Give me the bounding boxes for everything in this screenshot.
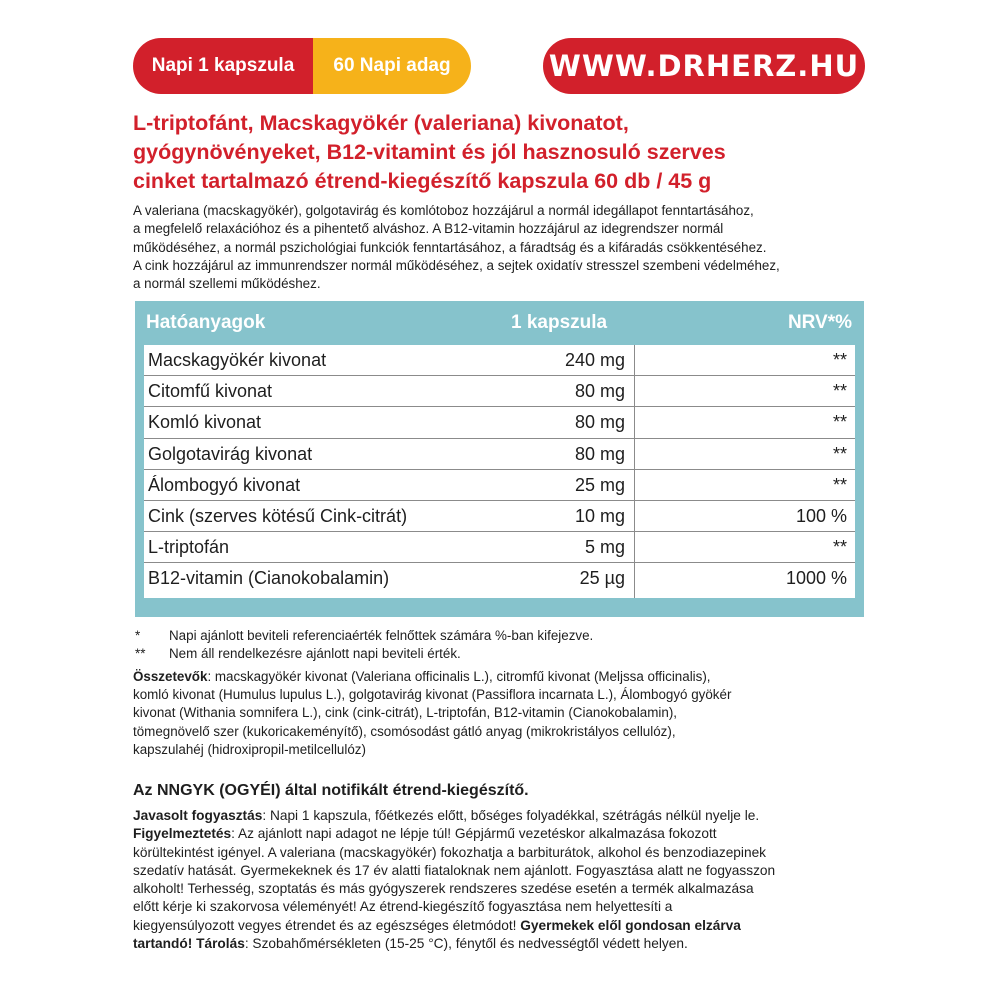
suggested-use-label: Javasolt fogyasztás [133, 808, 263, 823]
ingredient-amount: 80 mg [574, 381, 625, 402]
usage-section [133, 807, 868, 953]
ingredients-line: kivonat (Withania somnifera L.), cink (cink-citrát), L-triptofán, B12-vitamin (Cianokobalamin), [133, 705, 678, 721]
title-line: gyógynövényeket, B12-vitamint és jól hasznosuló szerves [133, 140, 726, 164]
ingredient-name: Álombogyó kivonat [148, 474, 301, 495]
website-badge[interactable]: WWW.DRHERZ.HU [543, 38, 865, 94]
footnote-mark: ** [135, 646, 146, 661]
table-row [144, 501, 855, 532]
storage-label: Tárolás [196, 936, 245, 952]
ingredient-nrv: ** [832, 443, 847, 464]
ingredient-name: Citomfű kivonat [148, 381, 273, 402]
ingredient-nrv: 100 % [795, 505, 847, 526]
ingredient-nrv: ** [832, 381, 847, 402]
ingredient-nrv: 1000 % [785, 568, 847, 589]
ingredient-amount: 240 mg [564, 350, 625, 370]
ingredients-line: tömegnövelő szer (kukoricakeményítő), csomósodást gátló anyag (mikrokristályos cellulóz), [133, 723, 676, 739]
ingredient-amount: 25 µg [579, 568, 625, 589]
warning-line: előtt kérje ki szakorvosa véleményét! Az étrend-kiegészítő fogyasztása nem helyettesíti a [133, 899, 673, 915]
ingredient-amount: 5 mg [584, 537, 625, 558]
ingredient-nrv: ** [832, 412, 847, 433]
children-warning: Gyermekek elől gondosan elzárva [520, 917, 741, 933]
storage-text: : Szobahőmérsékleten (15-25 °C), fénytől és nedvességtől védett helyen. [244, 936, 688, 952]
ingredient-name: L-triptofán [148, 537, 230, 558]
suggested-use-text: : Napi 1 kapszula, főétkezés előtt, bőséges folyadékkal, szétrágás nélkül nyelje le. [262, 808, 760, 823]
footnotes [135, 627, 855, 663]
header-per-capsule: 1 kapszula [511, 312, 608, 333]
ingredient-amount: 80 mg [574, 412, 625, 433]
product-title [133, 109, 873, 196]
warning-label: Figyelmeztetés [133, 826, 232, 842]
ingredients-label: Összetevők [133, 669, 208, 684]
table-row [144, 439, 855, 470]
footnote-text: Nem áll rendelkezésre ajánlott napi beviteli érték. [169, 646, 461, 661]
description-line: a megfelelő relaxációhoz és a pihentető alváshoz. A B12-vitamin hozzájárul az idegrendszer normál [133, 221, 724, 237]
daily-dose-badge: Napi 1 kapszula [133, 38, 313, 94]
warning-line: kiegyensúlyozott vegyes étrendet és az egészséges életmódot! [133, 917, 521, 933]
table-row [144, 532, 855, 563]
ingredient-name: Golgotavirág kivonat [148, 443, 313, 464]
table-row [144, 407, 855, 438]
warning-line: alkoholt! Terhesség, szoptatás és más gyógyszerek rendszeres szedése esetén a termék alkalmazása [133, 881, 754, 897]
notification-statement: Az NNGYK (OGYÉI) által notifikált étrend-kiegészítő. [133, 782, 529, 799]
description-line: a normál szellemi működéshez. [133, 276, 321, 292]
warning-line: körültekintést igényel. A valeriana (macskagyökér) fokozhatja a barbiturátok, alkohol és benzodiazepinek [133, 844, 767, 860]
ingredients-line: komló kivonat (Humulus lupulus L.), golgotavirág kivonat (Passiflora incarnata L.), Álombogyó gyökér [133, 687, 732, 703]
title-line: cinket tartalmazó étrend-kiegészítő kapszula 60 db / 45 g [133, 169, 712, 193]
description-line: A cink hozzájárul az immunrendszer normál működéséhez, a sejtek oxidatív stresszel szembeni védelméhez, [133, 257, 780, 273]
ingredient-amount: 80 mg [574, 443, 625, 464]
footnote-text: Napi ajánlott beviteli referenciaérték felnőttek számára %-ban kifejezve. [169, 628, 594, 643]
table-row [144, 345, 855, 376]
ingredients-line: : macskagyökér kivonat (Valeriana officinalis L.), citromfű kivonat (Meljssa officinalis), [207, 669, 711, 684]
warning-text: : Az ajánlott napi adagot ne lépje túl! Gépjármű vezetéskor alkalmazása fokozott [231, 826, 717, 842]
header-active-ingredients: Hatóanyagok [146, 312, 266, 333]
table-row [144, 563, 855, 593]
ingredient-nrv: ** [832, 350, 847, 370]
product-description [133, 202, 863, 293]
ingredient-amount: 10 mg [574, 505, 625, 526]
footnote-mark: * [135, 628, 141, 643]
ingredients-section [133, 668, 868, 759]
ingredient-nrv: ** [832, 537, 847, 558]
footnote [135, 645, 855, 663]
nutrition-table [135, 301, 864, 617]
servings-badge: 60 Napi adag [313, 38, 471, 94]
ingredient-name: Komló kivonat [148, 412, 262, 433]
table-body [144, 345, 855, 598]
footnote [135, 627, 855, 645]
header-nrv: NRV*% [787, 312, 852, 333]
ingredient-nrv: ** [832, 474, 847, 495]
table-row [144, 470, 855, 501]
ingredient-amount: 25 mg [574, 474, 625, 495]
title-line: L-triptofánt, Macskagyökér (valeriana) kivonatot, [133, 111, 629, 135]
table-row [144, 376, 855, 407]
ingredient-name: Cink (szerves kötésű Cink-citrát) [148, 505, 408, 526]
ingredients-line: kapszulahéj (hidroxipropil-metilcellulóz) [133, 741, 366, 757]
ingredient-name: B12-vitamin (Cianokobalamin) [148, 568, 390, 589]
description-line: működéséhez, a normál pszichológiai funkciók fenntartásához, a fáradtság és a kifáradás csökkentéséhez. [133, 239, 767, 255]
warning-line: szedatív hatását. Gyermekeknek és 17 év alatti fiataloknak nem ajánlott. Fogyasztása alatt ne fogyasszon [133, 862, 776, 878]
table-header [135, 301, 864, 345]
children-warning-end: tartandó! [133, 936, 193, 952]
ingredient-name: Macskagyökér kivonat [148, 350, 327, 370]
description-line: A valeriana (macskagyökér), golgotavirág és komlótoboz hozzájárul a normál idegállapot fenntartásához, [133, 203, 754, 218]
